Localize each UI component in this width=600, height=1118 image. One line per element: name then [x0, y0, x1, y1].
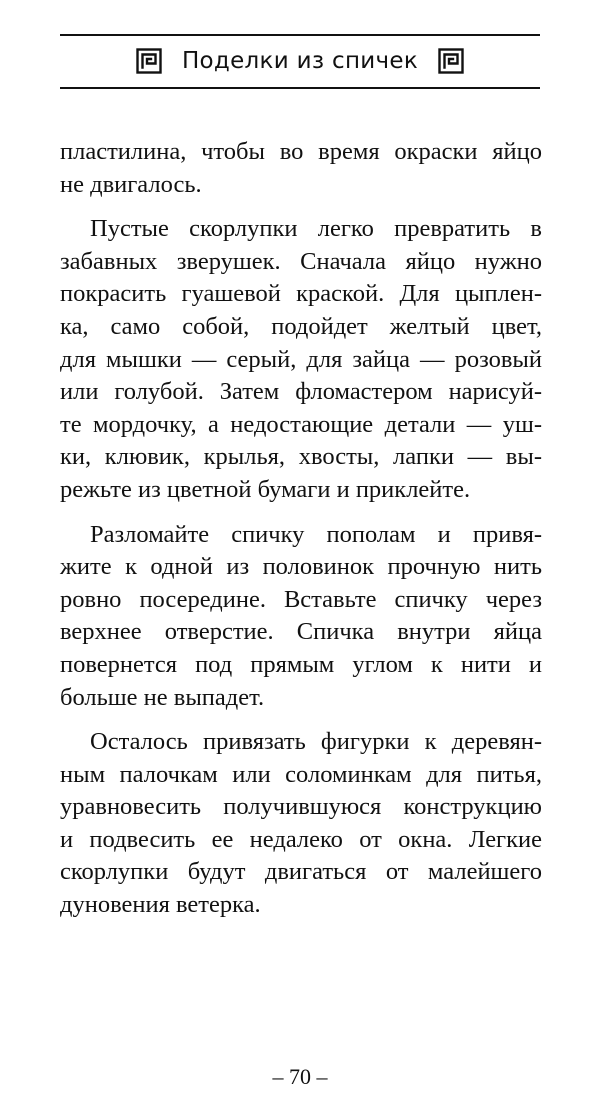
- paragraph-4: [60, 726, 542, 922]
- page-number: – 70 –: [272, 1064, 328, 1089]
- text-line: Пустые скорлупки легко превратить в: [90, 215, 542, 243]
- text-line: пластилина, чтобы во время окраски яйцо: [60, 138, 542, 165]
- text-line: Осталось привязать фигурки к деревян-: [90, 728, 542, 756]
- text-line: уравновесить получившуюся конструкцию: [60, 793, 542, 821]
- paragraph-3: [60, 519, 542, 715]
- body-text: [60, 136, 542, 934]
- text-line: и подвесить ее недалеко от окна. Легкие: [60, 825, 542, 853]
- text-line: скорлупки будут двигаться от малейшего: [60, 858, 542, 886]
- text-line: покрасить гуашевой краской. Для цыплен-: [60, 280, 542, 308]
- text-line: ным палочкам или соломинкам для питья,: [60, 760, 542, 788]
- text-line: режьте из цветной бумаги и приклейте.: [60, 475, 471, 503]
- text-line: не двигалось.: [60, 170, 202, 198]
- text-line: больше не выпадет.: [60, 683, 265, 711]
- greek-key-icon: [136, 48, 162, 74]
- text-line: ки, клювик, крылья, хвосты, лапки — вы-: [60, 443, 542, 471]
- text-line: для мышки — серый, для зайца — розовый: [60, 345, 542, 373]
- text-line: ка, само собой, подойдет желтый цвет,: [60, 312, 542, 340]
- text-line: забавных зверушек. Сначала яйцо нужно: [60, 247, 542, 275]
- text-line: повернется под прямым углом к нити и: [60, 650, 542, 678]
- paragraph-2: [60, 213, 542, 506]
- text-line: Разломайте спичку пополам и привя-: [90, 520, 542, 548]
- text-line: ровно посередине. Вставьте спичку через: [60, 585, 542, 613]
- text-line: жите к одной из половинок прочную нить: [60, 553, 542, 581]
- header-bottom-rule: [60, 87, 540, 89]
- text-line: те мордочку, а недостающие детали — уш-: [60, 410, 542, 438]
- text-line: или голубой. Затем фломастером нарисуй-: [60, 378, 542, 406]
- text-line: верхнее отверстие. Спичка внутри яйца: [60, 618, 542, 646]
- running-head: [60, 36, 540, 86]
- paragraph-1: [60, 136, 542, 201]
- greek-key-icon: [438, 48, 464, 74]
- running-head-title: Поделки из спичек: [181, 48, 419, 74]
- text-line: дуновения ветерка.: [60, 891, 261, 919]
